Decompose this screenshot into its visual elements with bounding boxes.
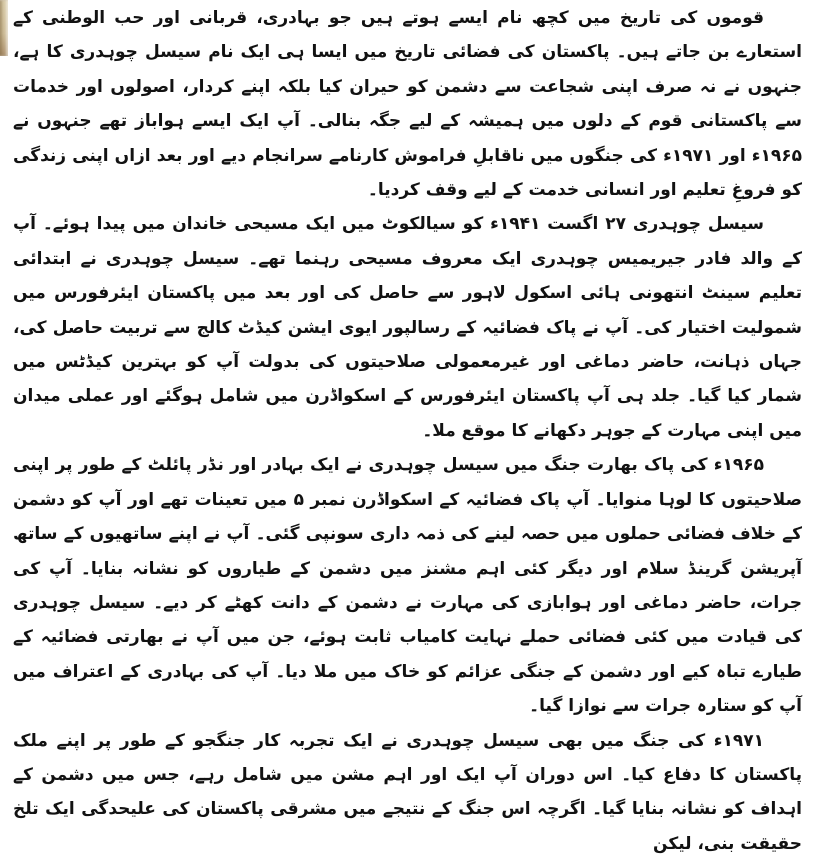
paragraph-intro: قوموں کی تاریخ میں کچھ نام ایسے ہوتے ہیں جو بہادری، قربانی اور حب الوطنی کے استعارے بن جاتے ہیں۔ پاکستان کی فضائی تاریخ میں ایسا ہی ایک نام سیسل چوہدری کا ہے، جنہوں نے نہ صرف اپنی شجاعت سے دشمن کو حیران کیا بلکہ اپنے کردار، اصولوں اور خدمات سے پاکستانی قوم کے دلوں میں ہمیشہ کے لیے جگہ بنالی۔ آپ ایک ایسے ہواباز تھے جنہوں نے ۱۹۶۵ء اور ۱۹۷۱ء کی جنگوں میں ناقابلِ فراموش کارنامے سرانجام دیے اور بعد ازاں اپنی زندگی کو فروغِ تعلیم اور انسانی خدمت کے لیے وقف کردیا۔ [13,8,802,201]
paragraph-early-life: سیسل چوہدری ۲۷ اگست ۱۹۴۱ء کو سیالکوٹ میں ایک مسیحی خاندان میں پیدا ہوئے۔ آپ کے والد فادر جیریمیس چوہدری ایک معروف مسیحی رہنما تھے۔ سیسل چوہدری نے ابتدائی تعلیم سینٹ انتھونی ہائی اسکول لاہور سے حاصل کی اور بعد میں پاکستان ایئرفورس میں شمولیت اختیار کی۔ آپ نے پاک فضائیہ کے رسالپور ایوی ایشن کیڈٹ کالج سے تربیت حاصل کی، جہاں ذہانت، حاضر دماغی اور غیرمعمولی صلاحیتوں کی بدولت آپ کو بہترین کیڈٹس میں شمار کیا گیا۔ جلد ہی آپ پاکستان ایئرفورس کے اسکواڈرن میں شامل ہوگئے اور عملی میدان میں اپنی مہارت کے جوہر دکھانے کا موقع ملا۔ [13,214,802,441]
article-body [13,1,802,854]
scan-edge-artifact [0,0,8,56]
paragraph-1971-war: ۱۹۷۱ء کی جنگ میں بھی سیسل چوہدری نے ایک تجربہ کار جنگجو کے طور پر اپنے ملک پاکستان کا دفاع کیا۔ اس دوران آپ ایک اور اہم مشن میں شامل رہے، جس میں دشمن کے اہداف کو نشانہ بنایا گیا۔ اگرچہ اس جنگ کے نتیجے میں مشرقی پاکستان کی علیحدگی ایک تلخ حقیقت بنی، لیکن [13,730,802,854]
paragraph-1965-war: ۱۹۶۵ء کی پاک بھارت جنگ میں سیسل چوہدری نے ایک بہادر اور نڈر پائلٹ کے طور پر اپنی صلاحیتوں کا لوہا منوایا۔ آپ پاک فضائیہ کے اسکواڈرن نمبر ۵ میں تعینات تھے اور آپ کو دشمن کے خلاف فضائی حملوں میں حصہ لینے کی ذمہ داری سونپی گئی۔ آپ نے اپنے ساتھیوں کے ساتھ آپریشن گرینڈ سلام اور دیگر کئی اہم مشنز میں دشمن کے طیاروں کو نشانہ بنایا۔ آپ کی جرات، حاضر دماغی اور ہوابازی کی مہارت نے دشمن کے دانت کھٹے کر دیے۔ سیسل چوہدری کی قیادت میں کئی فضائی حملے نہایت کامیاب ثابت ہوئے، جن میں آپ نے بھارتی فضائیہ کے طیارے تباہ کیے اور دشمن کے جنگی عزائم کو خاک میں ملا دیا۔ آپ کی بہادری کے اعتراف میں آپ کو ستارہ جرات سے نوازا گیا۔ [13,455,802,717]
